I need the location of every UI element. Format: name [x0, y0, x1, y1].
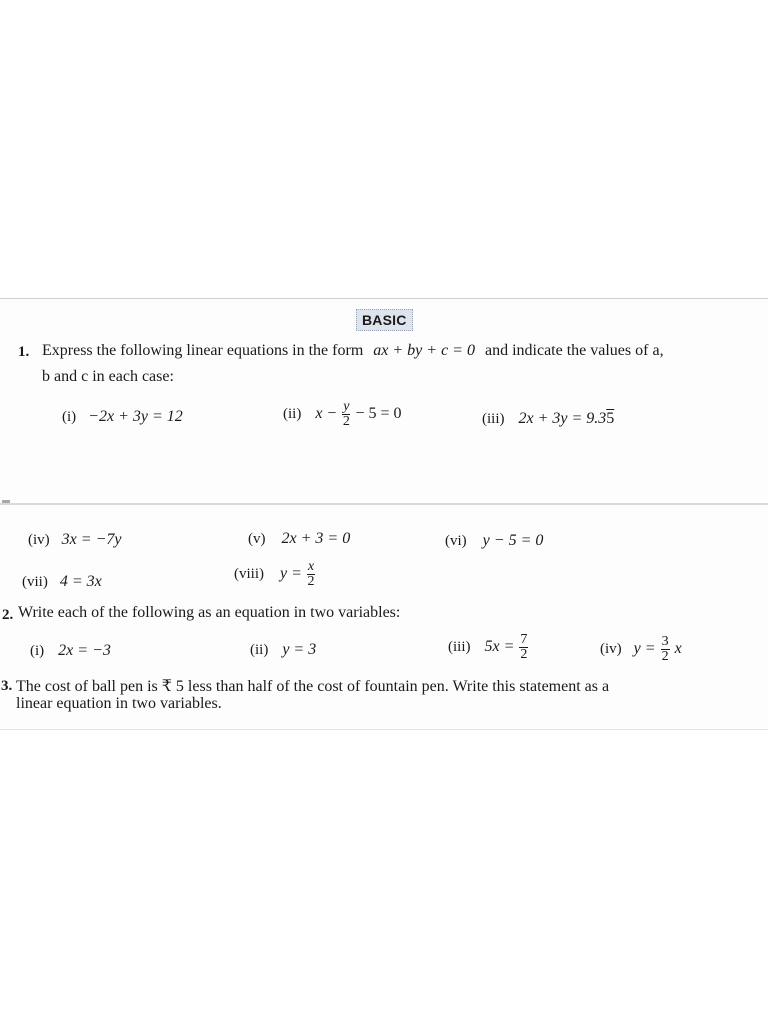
- item-label: (vi): [445, 533, 467, 549]
- q1-item-i: [62, 408, 183, 426]
- equation-pre: x −: [315, 405, 338, 423]
- q1-item-ii: [283, 400, 402, 429]
- item-label: (ii): [250, 642, 269, 658]
- equation: 2x + 3 = 0: [281, 530, 351, 547]
- item-label: (vii): [22, 574, 48, 590]
- q1-item-v: [248, 530, 350, 548]
- item-label: (iii): [482, 411, 505, 427]
- equation-post: − 5 = 0: [355, 405, 402, 423]
- equation: y = 3: [282, 641, 317, 658]
- q1-item-vii: [22, 573, 102, 591]
- fraction-numerator: x: [307, 559, 315, 574]
- q1-item-iv: [28, 531, 121, 549]
- equation-pre: 5x =: [484, 638, 515, 656]
- repeating-digit: 5: [606, 410, 615, 427]
- item-label: (ii): [283, 406, 302, 423]
- fraction-numerator: 7: [520, 632, 528, 647]
- item-label: (viii): [234, 566, 264, 583]
- item-label: (i): [30, 643, 45, 659]
- item-label: (iv): [28, 532, 50, 548]
- fraction-numerator: y: [343, 399, 350, 414]
- q2-item-ii: [250, 641, 316, 659]
- fraction-denominator: 2: [307, 574, 315, 589]
- question-1-text-line2: b and c in each case:: [42, 368, 174, 385]
- section-badge: BASIC: [356, 309, 413, 331]
- equation-pre: y =: [633, 640, 656, 658]
- equation: −2x + 3y = 12: [88, 408, 183, 425]
- equation: 4 = 3x: [59, 573, 102, 590]
- q1-tail-text: and indicate the values of a,: [484, 342, 664, 359]
- item-label: (iv): [600, 641, 622, 658]
- question-3-text-line1: The cost of ball pen is ₹ 5 less than half of the cost of fountain pen. Write this statement as a: [16, 678, 610, 695]
- q1-item-vi: [445, 532, 543, 550]
- item-label: (v): [248, 531, 266, 547]
- q2-item-iii: [448, 633, 529, 662]
- equation: y − 5 = 0: [482, 532, 544, 549]
- question-1-number: 1.: [18, 344, 30, 360]
- question-3-text-line2: linear equation in two variables.: [16, 695, 222, 712]
- equation-pre: y =: [280, 565, 302, 583]
- page-edge-mark: [2, 500, 10, 503]
- item-label: (iii): [448, 639, 471, 656]
- item-label: (i): [62, 409, 77, 425]
- fraction: [661, 635, 670, 664]
- fraction: [307, 560, 315, 589]
- fraction: [519, 633, 528, 662]
- q1-form-expression: ax + by + c = 0: [373, 342, 475, 359]
- q2-item-iv: [600, 635, 682, 664]
- question-2-number: 2.: [2, 607, 14, 623]
- question-2-text: Write each of the following as an equation in two variables:: [18, 604, 401, 621]
- equation: 3x = −7y: [61, 531, 122, 548]
- fraction-denominator: 2: [661, 649, 669, 664]
- fraction-denominator: 2: [520, 647, 528, 662]
- question-3-number: 3.: [1, 678, 13, 694]
- q1-item-iii: [482, 410, 614, 428]
- question-1-text-line1: [42, 342, 664, 360]
- q2-item-i: [30, 642, 111, 660]
- fraction-numerator: 3: [661, 634, 669, 649]
- fraction: [342, 400, 350, 429]
- q1-item-viii: [234, 560, 316, 589]
- equation-post: x: [674, 640, 682, 658]
- q1-lead-text: Express the following linear equations in the form: [42, 342, 364, 359]
- equation: 2x + 3y = 9.3: [518, 410, 607, 427]
- equation: 2x = −3: [58, 642, 111, 659]
- fraction-denominator: 2: [342, 414, 350, 429]
